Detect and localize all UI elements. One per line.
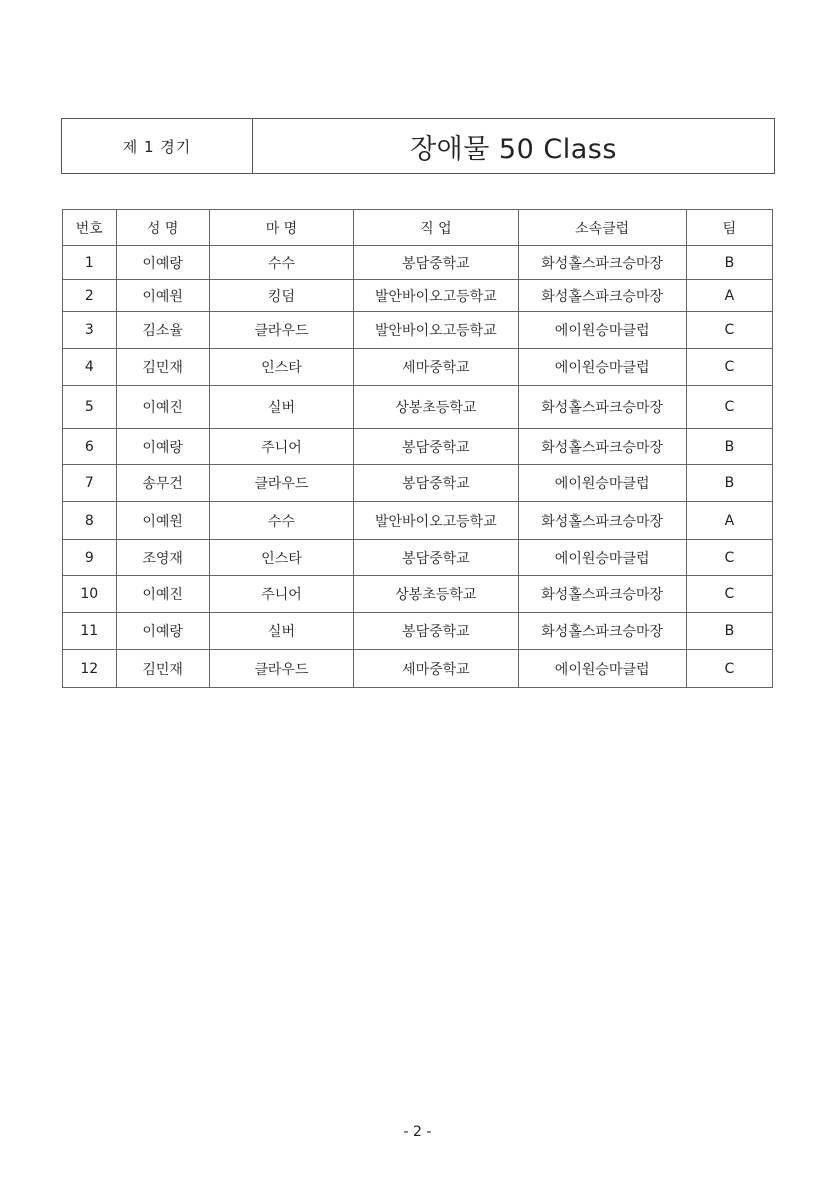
column-header-horse-name: 마 명	[209, 210, 354, 246]
class-title: 장애물 50 Class	[410, 133, 617, 165]
cell-horse-name: 실버	[209, 613, 354, 650]
column-header-club: 소속클럽	[518, 210, 686, 246]
column-header-team: 팀	[686, 210, 772, 246]
cell-team: B	[686, 246, 772, 280]
cell-occupation: 봉담중학교	[354, 465, 518, 502]
cell-club: 화성홀스파크승마장	[518, 246, 686, 280]
cell-rider-name: 김민재	[116, 349, 209, 386]
page-number: - 2 -	[403, 1124, 432, 1140]
cell-club: 에이원승마클럽	[518, 312, 686, 349]
cell-horse-name: 클라우드	[209, 465, 354, 502]
column-header-occupation: 직 업	[354, 210, 518, 246]
cell-team: C	[686, 386, 772, 429]
cell-horse-name: 클라우드	[209, 650, 354, 688]
cell-club: 화성홀스파크승마장	[518, 280, 686, 312]
round-label: 제 1 경기	[62, 119, 253, 173]
cell-club: 에이원승마클럽	[518, 540, 686, 576]
cell-rider-name: 이예진	[116, 576, 209, 613]
cell-occupation: 발안바이오고등학교	[354, 280, 518, 312]
cell-team: C	[686, 312, 772, 349]
table-header-row	[63, 210, 773, 246]
cell-number: 10	[63, 576, 117, 613]
cell-number: 1	[63, 246, 117, 280]
cell-occupation: 세마중학교	[354, 650, 518, 688]
table-row	[63, 502, 773, 540]
table-row	[63, 429, 773, 465]
table-row	[63, 312, 773, 349]
cell-rider-name: 김소율	[116, 312, 209, 349]
cell-occupation: 봉담중학교	[354, 540, 518, 576]
cell-number: 6	[63, 429, 117, 465]
cell-rider-name: 이예랑	[116, 246, 209, 280]
cell-horse-name: 클라우드	[209, 312, 354, 349]
cell-club: 화성홀스파크승마장	[518, 576, 686, 613]
cell-club: 화성홀스파크승마장	[518, 386, 686, 429]
cell-horse-name: 수수	[209, 502, 354, 540]
cell-club: 에이원승마클럽	[518, 650, 686, 688]
cell-rider-name: 이예랑	[116, 613, 209, 650]
cell-occupation: 봉담중학교	[354, 429, 518, 465]
cell-number: 4	[63, 349, 117, 386]
table-row	[63, 280, 773, 312]
cell-number: 12	[63, 650, 117, 688]
cell-team: B	[686, 429, 772, 465]
cell-occupation: 발안바이오고등학교	[354, 312, 518, 349]
cell-rider-name: 이예원	[116, 280, 209, 312]
cell-rider-name: 김민재	[116, 650, 209, 688]
cell-club: 에이원승마클럽	[518, 465, 686, 502]
cell-horse-name: 실버	[209, 386, 354, 429]
cell-club: 에이원승마클럽	[518, 349, 686, 386]
table-row	[63, 386, 773, 429]
cell-rider-name: 조영재	[116, 540, 209, 576]
cell-number: 3	[63, 312, 117, 349]
cell-club: 화성홀스파크승마장	[518, 429, 686, 465]
cell-number: 7	[63, 465, 117, 502]
cell-team: A	[686, 502, 772, 540]
cell-team: C	[686, 576, 772, 613]
cell-team: C	[686, 349, 772, 386]
table-row	[63, 613, 773, 650]
cell-club: 화성홀스파크승마장	[518, 502, 686, 540]
cell-team: A	[686, 280, 772, 312]
cell-number: 11	[63, 613, 117, 650]
cell-number: 2	[63, 280, 117, 312]
cell-team: C	[686, 540, 772, 576]
cell-club: 화성홀스파크승마장	[518, 613, 686, 650]
cell-occupation: 상봉초등학교	[354, 386, 518, 429]
cell-rider-name: 이예원	[116, 502, 209, 540]
column-header-number: 번호	[63, 210, 117, 246]
cell-rider-name: 이예진	[116, 386, 209, 429]
column-header-rider-name: 성 명	[116, 210, 209, 246]
table-row	[63, 349, 773, 386]
table-row	[63, 540, 773, 576]
cell-team: B	[686, 613, 772, 650]
cell-occupation: 세마중학교	[354, 349, 518, 386]
cell-occupation: 상봉초등학교	[354, 576, 518, 613]
cell-horse-name: 주니어	[209, 429, 354, 465]
cell-horse-name: 인스타	[209, 349, 354, 386]
cell-team: B	[686, 465, 772, 502]
cell-number: 9	[63, 540, 117, 576]
cell-horse-name: 인스타	[209, 540, 354, 576]
table-row	[63, 246, 773, 280]
cell-rider-name: 송무건	[116, 465, 209, 502]
event-header	[61, 118, 775, 174]
cell-occupation: 봉담중학교	[354, 246, 518, 280]
cell-horse-name: 주니어	[209, 576, 354, 613]
cell-occupation: 발안바이오고등학교	[354, 502, 518, 540]
cell-horse-name: 킹덤	[209, 280, 354, 312]
cell-number: 5	[63, 386, 117, 429]
cell-occupation: 봉담중학교	[354, 613, 518, 650]
table-row	[63, 650, 773, 688]
cell-rider-name: 이예랑	[116, 429, 209, 465]
entry-table	[62, 209, 773, 688]
cell-team: C	[686, 650, 772, 688]
table-row	[63, 576, 773, 613]
cell-number: 8	[63, 502, 117, 540]
table-row	[63, 465, 773, 502]
cell-horse-name: 수수	[209, 246, 354, 280]
